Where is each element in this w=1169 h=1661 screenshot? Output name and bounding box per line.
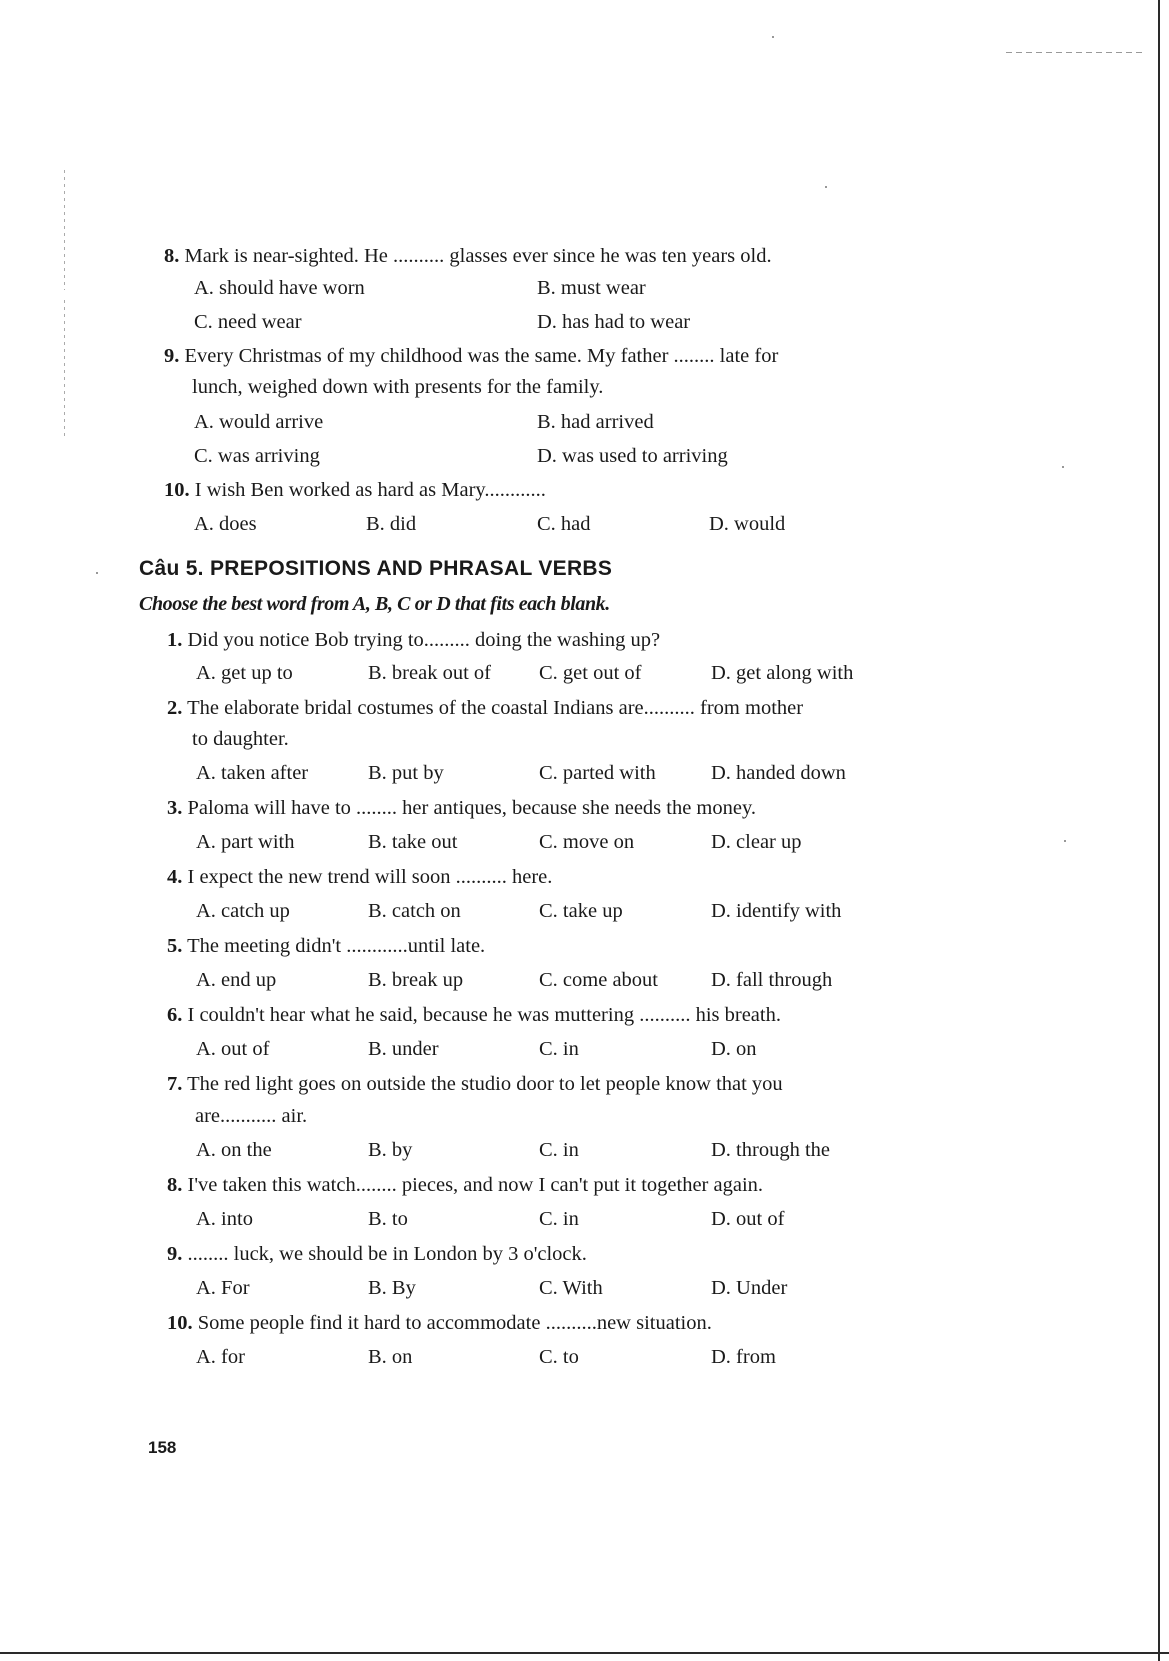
- scan-margin-mark: [64, 300, 65, 440]
- section-heading: Câu 5. PREPOSITIONS AND PHRASAL VERBS: [139, 557, 613, 580]
- option-c: C. in: [539, 1208, 579, 1230]
- option-b: B. had arrived: [537, 411, 654, 433]
- scan-speck: [96, 572, 98, 574]
- option-c: C. With: [539, 1277, 603, 1299]
- question-number: 10.: [164, 479, 190, 501]
- question-number: 9.: [164, 345, 180, 367]
- option-d: D. out of: [711, 1208, 785, 1230]
- option-b: B. catch on: [368, 900, 461, 922]
- page-edge-rule: [1158, 0, 1160, 1661]
- option-a: A. does: [194, 513, 257, 535]
- option-d: D. handed down: [711, 762, 846, 784]
- question-number: 7.: [167, 1073, 183, 1095]
- option-d: D. clear up: [711, 831, 802, 853]
- question-stem: [167, 933, 485, 959]
- question-stem: [164, 243, 772, 269]
- option-d: D. get along with: [711, 662, 854, 684]
- option-d: D. was used to arriving: [537, 445, 728, 467]
- question-text: Every Christmas of my childhood was the same. My father ........ late for: [184, 345, 779, 367]
- scan-speck: [1062, 466, 1064, 468]
- question-text: The red light goes on outside the studio door to let people know that you: [187, 1073, 783, 1095]
- option-c: C. parted with: [539, 762, 656, 784]
- option-b: B. by: [368, 1139, 413, 1161]
- question-stem: [167, 627, 660, 653]
- question-text: Some people find it hard to accommodate ..........new situation.: [197, 1312, 712, 1334]
- question-text: The elaborate bridal costumes of the coastal Indians are.......... from mother: [187, 697, 804, 719]
- option-a: A. taken after: [196, 762, 309, 784]
- option-a: A. on the: [196, 1139, 272, 1161]
- option-c: C. come about: [539, 969, 658, 991]
- question-stem: [167, 1241, 587, 1267]
- scan-speck: [1064, 840, 1066, 842]
- question-stem: [167, 1002, 781, 1028]
- option-d: D. Under: [711, 1277, 788, 1299]
- option-a: A. would arrive: [194, 411, 324, 433]
- option-c: C. need wear: [194, 311, 302, 333]
- question-number: 9.: [167, 1243, 183, 1265]
- question-text: Did you notice Bob trying to......... doing the washing up?: [187, 629, 661, 651]
- option-c: C. had: [537, 513, 591, 535]
- option-d: D. fall through: [711, 969, 833, 991]
- question-number: 4.: [167, 866, 183, 888]
- option-b: B. take out: [368, 831, 458, 853]
- option-a: A. end up: [196, 969, 277, 991]
- option-a: A. catch up: [196, 900, 290, 922]
- option-d: D. through the: [711, 1139, 830, 1161]
- page-bottom-rule: [0, 1652, 1169, 1654]
- page-number: 158: [148, 1438, 177, 1457]
- question-text: I expect the new trend will soon .......... here.: [187, 866, 553, 888]
- option-a: A. For: [196, 1277, 250, 1299]
- question-text: I've taken this watch........ pieces, and now I can't put it together again.: [187, 1174, 764, 1196]
- question-stem: [164, 477, 546, 503]
- question-text-continued: lunch, weighed down with presents for the family.: [192, 376, 604, 398]
- question-number: 8.: [167, 1174, 183, 1196]
- scan-margin-mark: [64, 170, 65, 290]
- question-stem: [167, 1071, 783, 1097]
- option-b: B. under: [368, 1038, 439, 1060]
- question-stem: [164, 343, 778, 369]
- question-text: I couldn't hear what he said, because he was muttering .......... his breath.: [187, 1004, 781, 1026]
- option-b: B. put by: [368, 762, 444, 784]
- option-d: D. would: [709, 513, 786, 535]
- option-c: C. in: [539, 1038, 579, 1060]
- question-number: 10.: [167, 1312, 193, 1334]
- option-b: B. on: [368, 1346, 413, 1368]
- option-b: B. to: [368, 1208, 408, 1230]
- question-stem: [167, 1172, 763, 1198]
- option-b: B. break out of: [368, 662, 491, 684]
- scan-speck: [825, 186, 827, 188]
- option-c: C. get out of: [539, 662, 642, 684]
- option-b: B. did: [366, 513, 417, 535]
- question-number: 5.: [167, 935, 183, 957]
- question-number: 6.: [167, 1004, 183, 1026]
- option-c: C. was arriving: [194, 445, 320, 467]
- option-d: D. on: [711, 1038, 757, 1060]
- question-number: 1.: [167, 629, 183, 651]
- question-number: 8.: [164, 245, 180, 267]
- option-a: A. get up to: [196, 662, 293, 684]
- option-b: B. By: [368, 1277, 416, 1299]
- option-a: A. should have worn: [194, 277, 365, 299]
- question-text: ........ luck, we should be in London by 3 o'clock.: [187, 1243, 587, 1265]
- option-d: D. from: [711, 1346, 776, 1368]
- question-text: The meeting didn't ............until late.: [187, 935, 486, 957]
- question-number: 3.: [167, 797, 183, 819]
- question-stem: [167, 1310, 712, 1336]
- question-text-continued: are........... air.: [195, 1105, 308, 1127]
- question-stem: [167, 864, 552, 890]
- question-stem: [167, 795, 756, 821]
- question-text: Mark is near-sighted. He .......... glasses ever since he was ten years old.: [184, 245, 772, 267]
- question-text-continued: to daughter.: [192, 728, 289, 750]
- option-c: C. take up: [539, 900, 623, 922]
- option-b: B. break up: [368, 969, 464, 991]
- option-a: A. into: [196, 1208, 253, 1230]
- question-text: I wish Ben worked as hard as Mary............: [194, 479, 546, 501]
- scan-dots: [1006, 52, 1146, 53]
- option-c: C. to: [539, 1346, 579, 1368]
- option-d: D. has had to wear: [537, 311, 691, 333]
- question-number: 2.: [167, 697, 183, 719]
- option-c: C. move on: [539, 831, 635, 853]
- scan-speck: [772, 36, 774, 38]
- option-a: A. for: [196, 1346, 245, 1368]
- section-instruction: Choose the best word from A, B, C or D that fits each blank.: [139, 593, 610, 615]
- option-d: D. identify with: [711, 900, 842, 922]
- question-text: Paloma will have to ........ her antiques, because she needs the money.: [187, 797, 757, 819]
- option-a: A. out of: [196, 1038, 270, 1060]
- question-stem: [167, 695, 803, 721]
- option-b: B. must wear: [537, 277, 646, 299]
- option-a: A. part with: [196, 831, 295, 853]
- option-c: C. in: [539, 1139, 579, 1161]
